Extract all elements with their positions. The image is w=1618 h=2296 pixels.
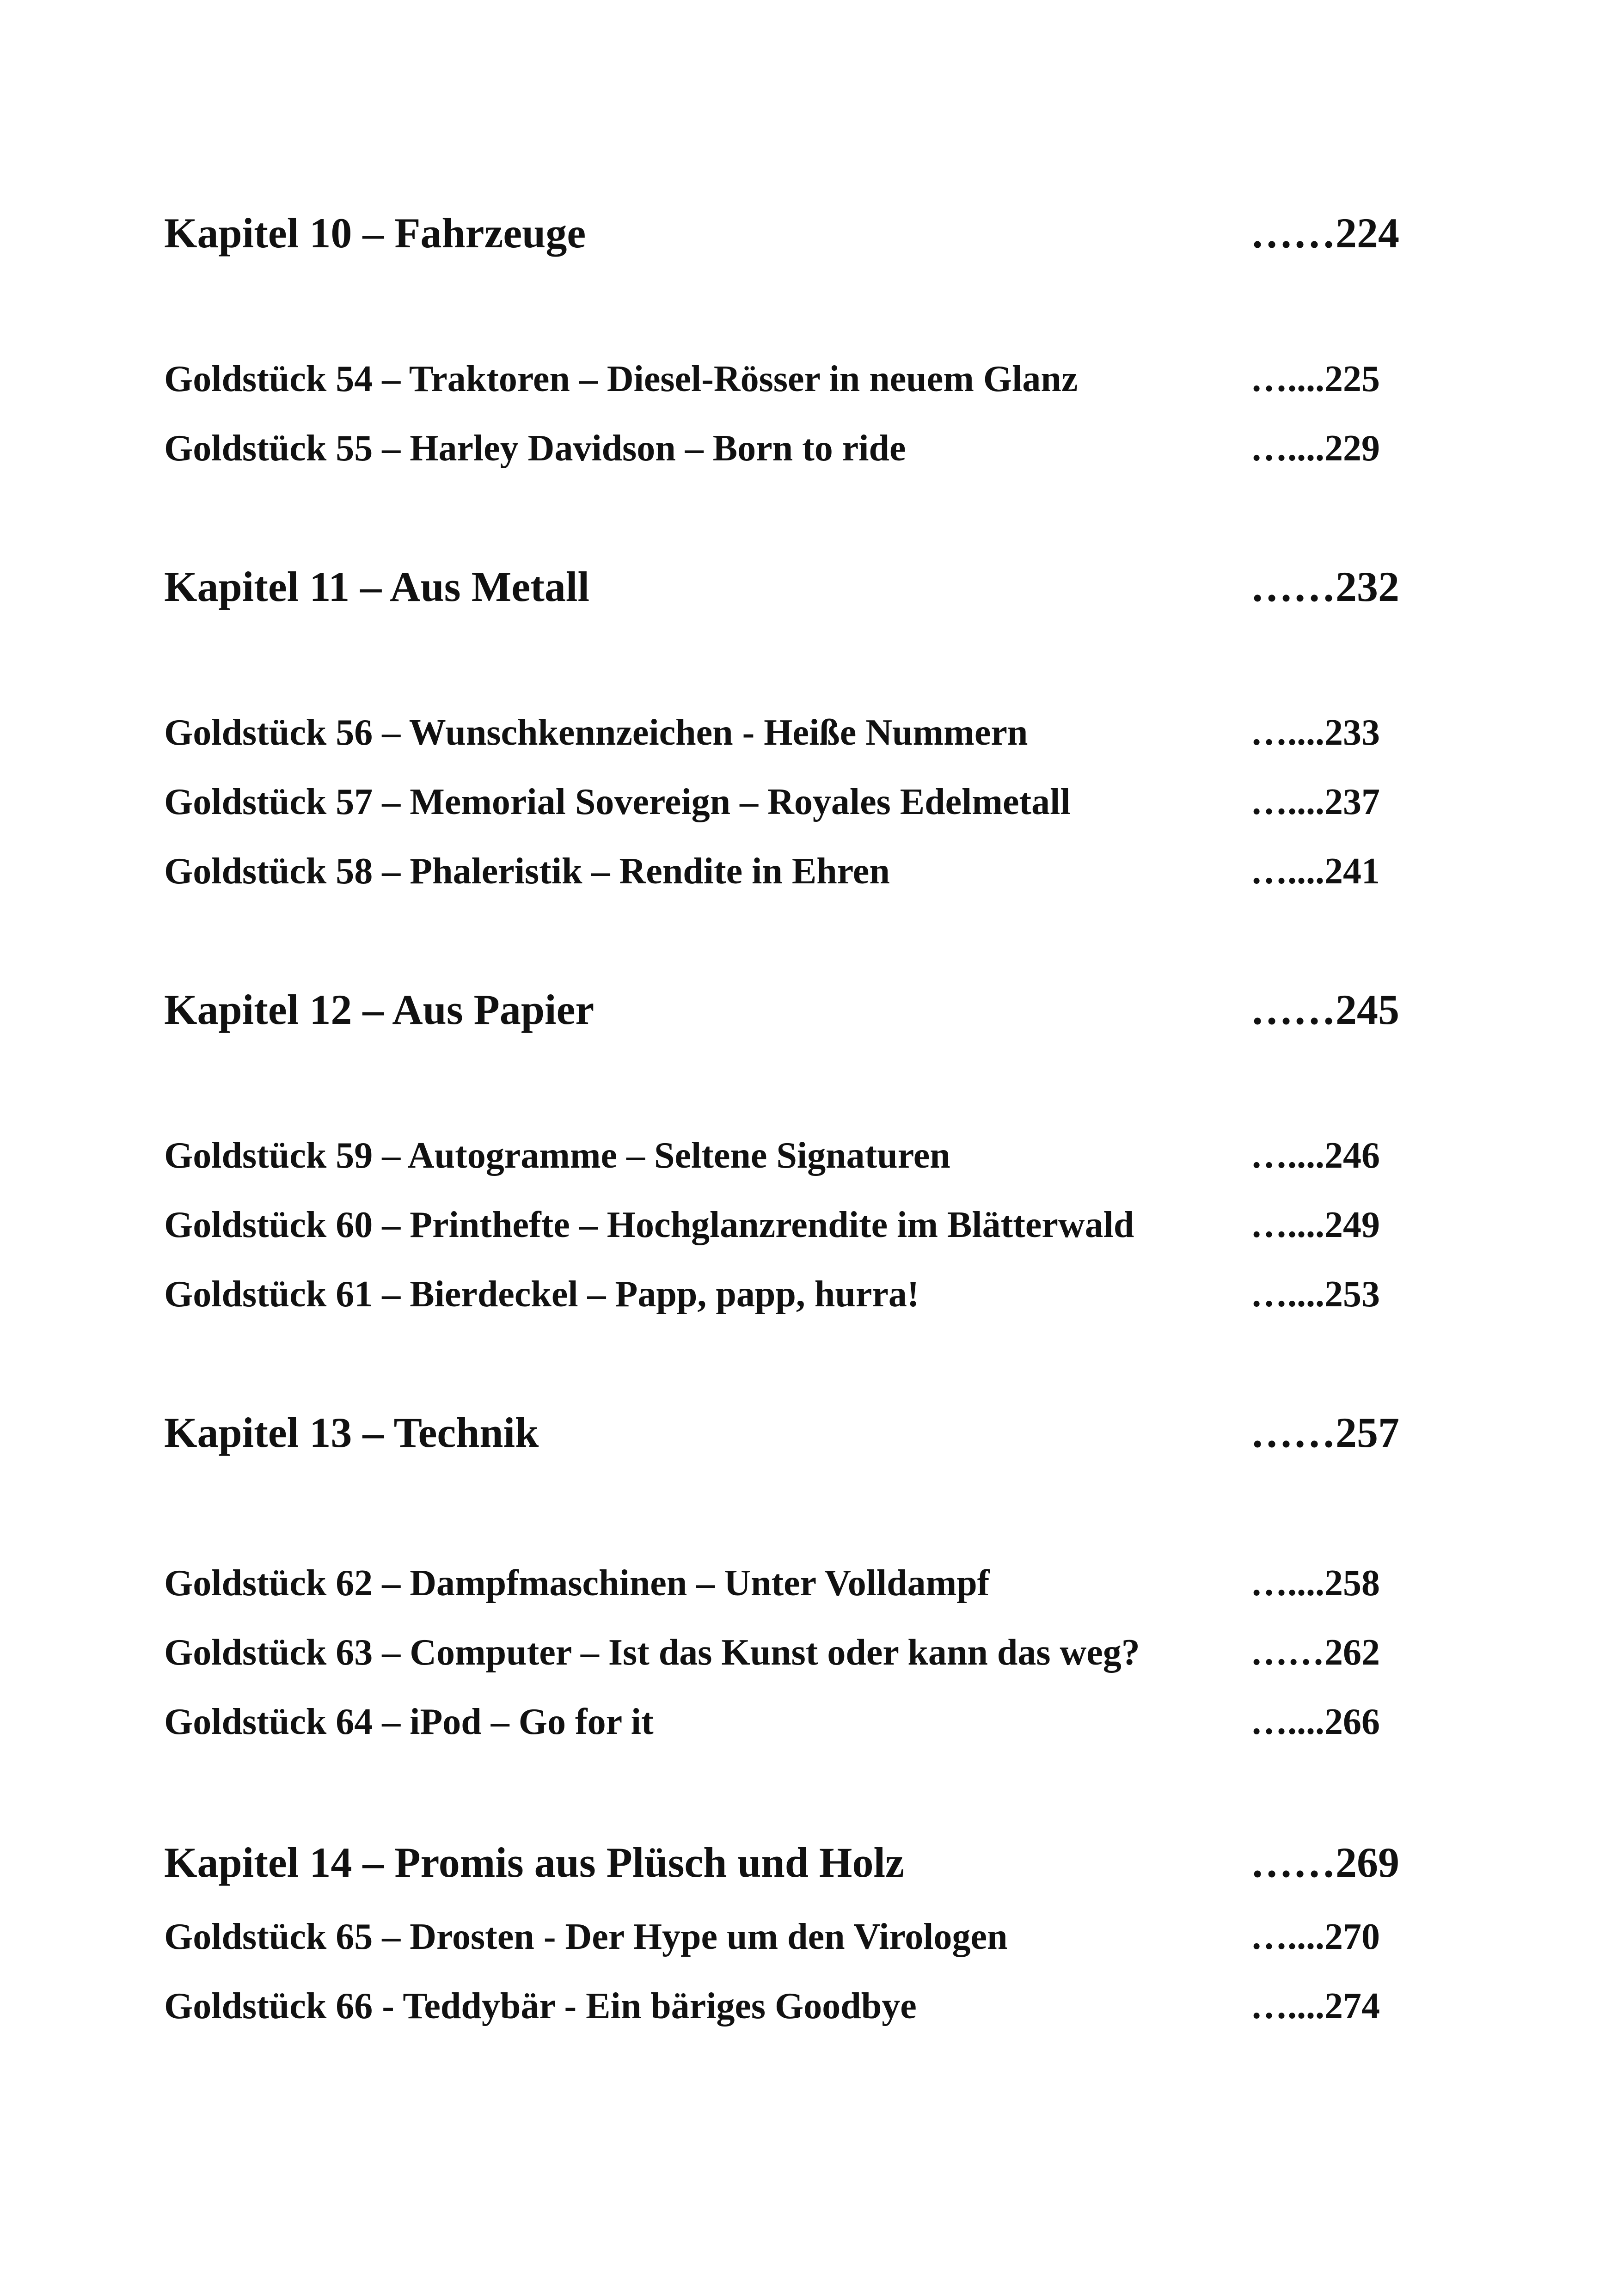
toc-entry-57 (164, 760, 1389, 820)
chapter-title: Kapitel 14 – Promis aus Plüsch und Holz (164, 1839, 904, 1886)
entry-page-number: …....253 (1250, 1274, 1380, 1315)
entry-title: Goldstück 54 – Traktoren – Diesel-Rösser in neuem Glanz (164, 359, 1078, 399)
chapter-page-number: ……269 (1250, 1839, 1399, 1886)
chapter-page-number: ……224 (1250, 209, 1399, 257)
toc-entry-55 (164, 407, 1389, 467)
entry-page-number: …....229 (1250, 428, 1380, 469)
toc-entry-58 (164, 830, 1389, 890)
chapter-page-number: ……245 (1250, 986, 1399, 1033)
entry-page-number: …....237 (1250, 782, 1380, 822)
toc-chapter-13 (164, 1394, 1399, 1456)
entry-page-number: …....274 (1250, 1986, 1380, 2027)
toc-entry-61 (164, 1253, 1389, 1313)
entry-page-number: …....233 (1250, 712, 1380, 753)
entry-title: Goldstück 60 – Printhefte – Hochglanzrendite im Blätterwald (164, 1205, 1134, 1245)
entry-title: Goldstück 64 – iPod – Go for it (164, 1702, 654, 1742)
entry-title: Goldstück 61 – Bierdeckel – Papp, papp, hurra! (164, 1274, 919, 1315)
entry-title: Goldstück 62 – Dampfmaschinen – Unter Volldampf (164, 1563, 990, 1604)
entry-page-number: …....249 (1250, 1205, 1380, 1245)
entry-title: Goldstück 55 – Harley Davidson – Born to ride (164, 428, 906, 469)
toc-entry-66 (164, 1965, 1389, 2025)
chapter-title: Kapitel 13 – Technik (164, 1409, 539, 1456)
entry-title: Goldstück 57 – Memorial Sovereign – Royales Edelmetall (164, 782, 1071, 822)
entry-page-number: …....258 (1250, 1563, 1380, 1604)
entry-page-number: …....241 (1250, 851, 1380, 892)
entry-page-number: ……262 (1250, 1632, 1380, 1673)
entry-title: Goldstück 66 - Teddybär - Ein bäriges Goodbye (164, 1986, 917, 2027)
entry-page-number: …....266 (1250, 1702, 1380, 1742)
entry-page-number: …....270 (1250, 1916, 1380, 1957)
entry-page-number: …....246 (1250, 1135, 1380, 1176)
toc-entry-62 (164, 1542, 1389, 1602)
chapter-title: Kapitel 12 – Aus Papier (164, 986, 594, 1033)
toc-entry-56 (164, 691, 1389, 751)
chapter-title: Kapitel 11 – Aus Metall (164, 563, 589, 610)
chapter-title: Kapitel 10 – Fahrzeuge (164, 209, 586, 257)
entry-title: Goldstück 58 – Phaleristik – Rendite in Ehren (164, 851, 890, 892)
toc-entry-60 (164, 1183, 1389, 1243)
toc-entry-63 (164, 1611, 1389, 1671)
entry-title: Goldstück 59 – Autogramme – Seltene Signaturen (164, 1135, 950, 1176)
toc-chapter-14 (164, 1824, 1399, 1886)
entry-page-number: …....225 (1250, 359, 1380, 399)
toc-entry-59 (164, 1114, 1389, 1174)
toc-entry-54 (164, 337, 1389, 398)
chapter-page-number: ……232 (1250, 563, 1399, 610)
entry-title: Goldstück 65 – Drosten - Der Hype um den Virologen (164, 1916, 1008, 1957)
toc-chapter-11 (164, 548, 1399, 610)
toc-entry-64 (164, 1680, 1389, 1740)
chapter-page-number: ……257 (1250, 1409, 1399, 1456)
toc-entry-65 (164, 1895, 1389, 1955)
entry-title: Goldstück 56 – Wunschkennzeichen - Heiße Nummern (164, 712, 1028, 753)
toc-chapter-10 (164, 194, 1399, 257)
entry-title: Goldstück 63 – Computer – Ist das Kunst oder kann das weg? (164, 1632, 1140, 1673)
toc-chapter-12 (164, 971, 1399, 1033)
